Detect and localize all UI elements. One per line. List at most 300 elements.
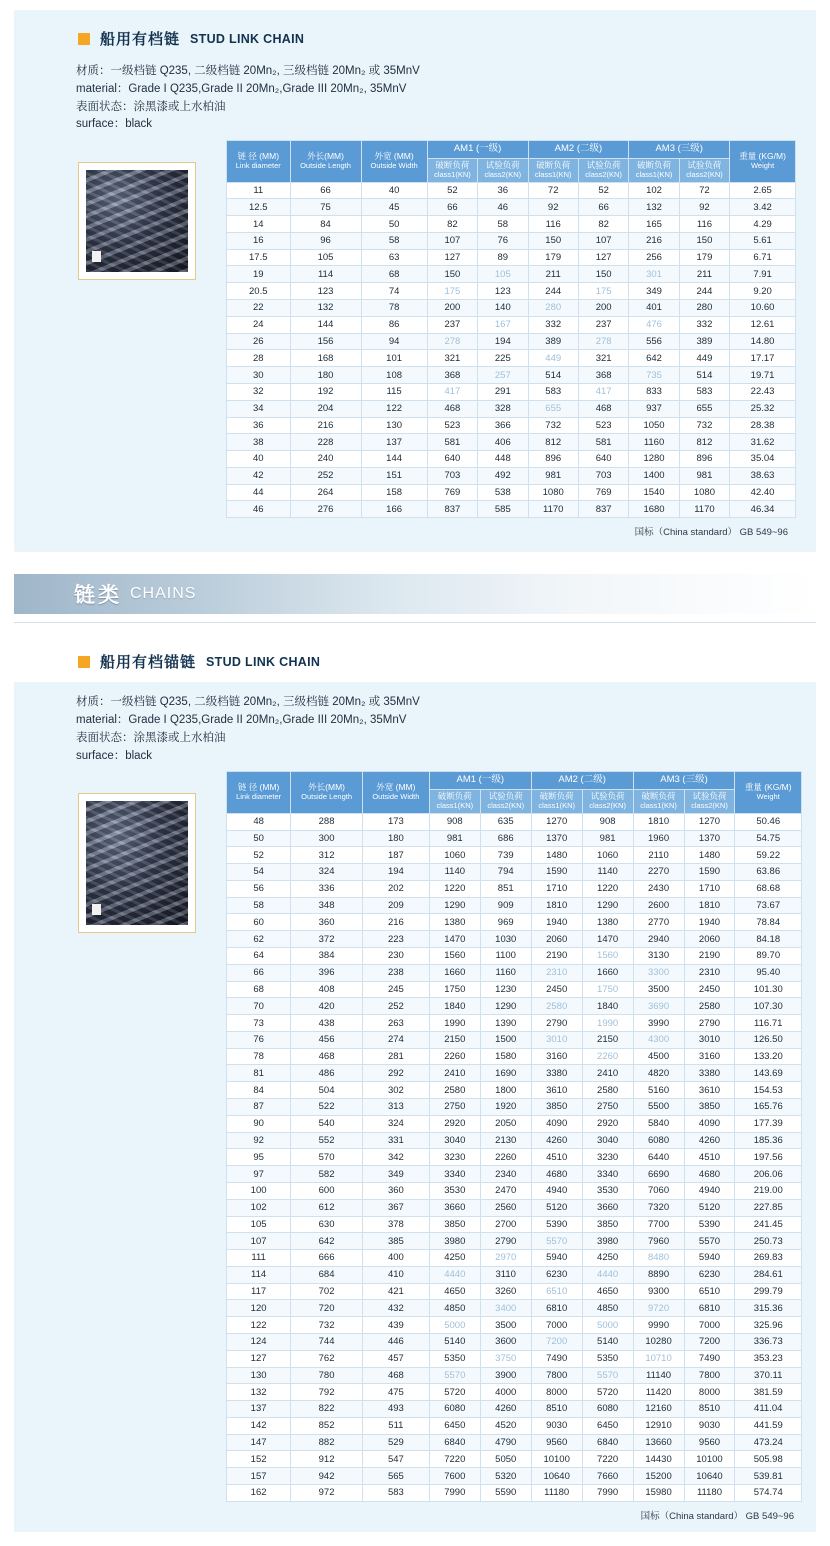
section1-table-wrap	[226, 140, 802, 538]
table-cell: 211	[679, 266, 729, 283]
table-cell: 97	[227, 1166, 291, 1183]
table-cell: 1140	[582, 864, 633, 881]
section2-table-wrap	[226, 771, 816, 1521]
table-cell: 9300	[633, 1283, 684, 1300]
table-cell: 299.79	[735, 1283, 802, 1300]
table-cell: 2560	[480, 1199, 531, 1216]
table-cell: 137	[227, 1401, 291, 1418]
table-cell: 14	[227, 216, 291, 233]
table-cell: 6080	[429, 1401, 480, 1418]
table-cell: 4440	[429, 1266, 480, 1283]
table-cell: 1960	[633, 830, 684, 847]
table-cell: 62	[227, 931, 291, 948]
table-cell: 3010	[684, 1031, 735, 1048]
table-cell: 812	[528, 434, 578, 451]
table-cell: 2270	[633, 864, 684, 881]
table-cell: 1500	[480, 1031, 531, 1048]
spec-table-2-head	[227, 772, 802, 813]
table-cell: 2310	[684, 964, 735, 981]
th-link-diameter: 链 径 (MM) Link diameter	[227, 772, 291, 813]
table-cell: 38.63	[730, 467, 796, 484]
table-cell: 4000	[480, 1384, 531, 1401]
table-cell: 64	[227, 948, 291, 965]
table-cell: 511	[362, 1417, 429, 1434]
table-cell: 381.59	[735, 1384, 802, 1401]
table-cell: 1710	[531, 880, 582, 897]
table-cell: 441.59	[735, 1417, 802, 1434]
table-cell: 630	[291, 1216, 363, 1233]
table-cell: 87	[227, 1099, 291, 1116]
table-cell: 66	[290, 182, 361, 199]
table-cell: 9990	[633, 1317, 684, 1334]
table-cell: 475	[362, 1384, 429, 1401]
table-cell: 12.5	[227, 199, 291, 216]
th-am2-class2: 试验负荷 class2(KN)	[582, 790, 633, 813]
table-row	[227, 232, 796, 249]
table-cell: 642	[291, 1233, 363, 1250]
table-cell: 70	[227, 998, 291, 1015]
table-cell: 468	[427, 400, 477, 417]
th-weight-en: Weight	[750, 160, 775, 170]
table-cell: 123	[290, 283, 361, 300]
table-cell: 202	[362, 880, 429, 897]
table-cell: 50	[361, 216, 427, 233]
table-cell: 101	[361, 350, 427, 367]
table-cell: 486	[291, 1065, 363, 1082]
table-cell: 769	[427, 484, 477, 501]
table-cell: 360	[291, 914, 363, 931]
table-cell: 396	[291, 964, 363, 981]
bullet-square-icon	[78, 33, 90, 45]
table-cell: 385	[362, 1233, 429, 1250]
table-cell: 16	[227, 232, 291, 249]
table-cell: 117	[227, 1283, 291, 1300]
table-cell: 581	[578, 434, 628, 451]
th-am3-class2: 试验负荷 class2(KN)	[684, 790, 735, 813]
table-cell: 257	[478, 367, 528, 384]
table-cell: 114	[227, 1266, 291, 1283]
table-cell: 180	[290, 367, 361, 384]
table-cell: 3600	[480, 1333, 531, 1350]
table-cell: 291	[478, 383, 528, 400]
table-row	[227, 451, 796, 468]
table-cell: 281	[362, 1048, 429, 1065]
table-cell: 263	[362, 1015, 429, 1032]
table-cell: 68	[361, 266, 427, 283]
table-cell: 81	[227, 1065, 291, 1082]
table-cell: 4850	[582, 1300, 633, 1317]
table-cell: 349	[362, 1166, 429, 1183]
table-cell: 2130	[480, 1132, 531, 1149]
table-cell: 1840	[582, 998, 633, 1015]
table-cell: 5720	[429, 1384, 480, 1401]
table-cell: 54.75	[735, 830, 802, 847]
table-cell: 7660	[582, 1468, 633, 1485]
table-cell: 446	[362, 1333, 429, 1350]
table-cell: 331	[362, 1132, 429, 1149]
table-cell: 909	[480, 897, 531, 914]
table-cell: 370.11	[735, 1367, 802, 1384]
table-cell: 167	[478, 316, 528, 333]
table-cell: 3130	[633, 948, 684, 965]
table-cell: 896	[528, 451, 578, 468]
table-cell: 66	[427, 199, 477, 216]
table-cell: 2790	[480, 1233, 531, 1250]
table-cell: 165.76	[735, 1099, 802, 1116]
table-cell: 114	[290, 266, 361, 283]
table-cell: 684	[291, 1266, 363, 1283]
table-cell: 122	[227, 1317, 291, 1334]
th-am1-class2: 试验负荷 class2(KN)	[480, 790, 531, 813]
table-cell: 2970	[480, 1250, 531, 1267]
table-cell: 105	[227, 1216, 291, 1233]
table-cell: 122	[361, 400, 427, 417]
table-cell: 4680	[531, 1166, 582, 1183]
table-cell: 556	[629, 333, 679, 350]
table-cell: 132	[227, 1384, 291, 1401]
table-cell: 852	[291, 1417, 363, 1434]
table-cell: 46.34	[730, 501, 796, 518]
table-cell: 5050	[480, 1451, 531, 1468]
table-cell: 324	[291, 864, 363, 881]
table-cell: 2060	[684, 931, 735, 948]
table-cell: 179	[528, 249, 578, 266]
table-cell: 58	[361, 232, 427, 249]
table-row	[227, 830, 802, 847]
table-cell: 1050	[629, 417, 679, 434]
anchor-chain-photo	[86, 801, 188, 925]
table-cell: 300	[291, 830, 363, 847]
table-cell: 40	[227, 451, 291, 468]
table-cell: 583	[679, 383, 729, 400]
th-group-am1: AM1 (一级)	[429, 772, 531, 790]
table-cell: 187	[362, 847, 429, 864]
table-row	[227, 1417, 802, 1434]
table-cell: 30	[227, 367, 291, 384]
table-cell: 882	[291, 1434, 363, 1451]
table-cell: 6450	[429, 1417, 480, 1434]
table-cell: 3850	[582, 1216, 633, 1233]
table-cell: 2260	[429, 1048, 480, 1065]
table-cell: 4260	[480, 1401, 531, 1418]
table-cell: 981	[528, 467, 578, 484]
table-cell: 216	[629, 232, 679, 249]
table-cell: 438	[291, 1015, 363, 1032]
table-cell: 7490	[531, 1350, 582, 1367]
table-cell: 1270	[684, 813, 735, 830]
table-cell: 10640	[531, 1468, 582, 1485]
table-cell: 59.22	[735, 847, 802, 864]
table-cell: 8000	[684, 1384, 735, 1401]
table-cell: 1280	[629, 451, 679, 468]
table-row	[227, 266, 796, 283]
table-row	[227, 981, 802, 998]
th-am1-class1: 破断负荷 class1(KN)	[429, 790, 480, 813]
table-cell: 5350	[429, 1350, 480, 1367]
table-cell: 744	[291, 1333, 363, 1350]
table-cell: 73	[227, 1015, 291, 1032]
table-cell: 8480	[633, 1250, 684, 1267]
table-cell: 600	[291, 1182, 363, 1199]
table-cell: 5000	[429, 1317, 480, 1334]
table-row	[227, 813, 802, 830]
table-cell: 1370	[684, 830, 735, 847]
table-cell: 206.06	[735, 1166, 802, 1183]
table-row	[227, 1333, 802, 1350]
table-cell: 1290	[429, 897, 480, 914]
table-cell: 4650	[582, 1283, 633, 1300]
table-cell: 972	[291, 1485, 363, 1502]
table-row	[227, 1250, 802, 1267]
table-cell: 1680	[629, 501, 679, 518]
table-cell: 11420	[633, 1384, 684, 1401]
table-cell: 408	[291, 981, 363, 998]
table-cell: 6810	[531, 1300, 582, 1317]
table-cell: 1810	[684, 897, 735, 914]
table-cell: 2580	[531, 998, 582, 1015]
th-am3-class1: 破断负荷 class1(KN)	[633, 790, 684, 813]
table-row	[227, 467, 796, 484]
table-cell: 1990	[582, 1015, 633, 1032]
table-cell: 177.39	[735, 1115, 802, 1132]
table-cell: 5120	[684, 1199, 735, 1216]
table-cell: 908	[429, 813, 480, 830]
table-cell: 7800	[684, 1367, 735, 1384]
table-cell: 42.40	[730, 484, 796, 501]
table-cell: 150	[578, 266, 628, 283]
table-cell: 12.61	[730, 316, 796, 333]
table-cell: 324	[362, 1115, 429, 1132]
table-cell: 432	[362, 1300, 429, 1317]
th-group-am3: AM3 (三级)	[633, 772, 735, 790]
table-cell: 48	[227, 813, 291, 830]
table-cell: 1400	[629, 467, 679, 484]
table-cell: 3610	[531, 1082, 582, 1099]
table-cell: 5590	[480, 1485, 531, 1502]
table-cell: 837	[427, 501, 477, 518]
table-cell: 1990	[429, 1015, 480, 1032]
table-cell: 7000	[684, 1317, 735, 1334]
table-cell: 389	[679, 333, 729, 350]
table-cell: 321	[578, 350, 628, 367]
table-row	[227, 1115, 802, 1132]
table-cell: 86	[361, 316, 427, 333]
table-cell: 3230	[429, 1149, 480, 1166]
th-outside-length-en: Outside Length	[300, 160, 351, 170]
table-cell: 26	[227, 333, 291, 350]
table-cell: 19.71	[730, 367, 796, 384]
table-cell: 76	[227, 1031, 291, 1048]
table-cell: 720	[291, 1300, 363, 1317]
table-cell: 367	[362, 1199, 429, 1216]
table-cell: 411.04	[735, 1401, 802, 1418]
table-cell: 45	[361, 199, 427, 216]
table-cell: 5140	[429, 1333, 480, 1350]
table-cell: 2920	[582, 1115, 633, 1132]
table-cell: 7320	[633, 1199, 684, 1216]
table-cell: 5720	[582, 1384, 633, 1401]
table-cell: 264	[290, 484, 361, 501]
table-cell: 3400	[480, 1300, 531, 1317]
table-row	[227, 199, 796, 216]
table-cell: 10710	[633, 1350, 684, 1367]
table-row	[227, 1367, 802, 1384]
table-cell: 5570	[531, 1233, 582, 1250]
table-cell: 3660	[582, 1199, 633, 1216]
table-cell: 2310	[531, 964, 582, 981]
table-cell: 225	[478, 350, 528, 367]
table-cell: 2410	[429, 1065, 480, 1082]
table-cell: 92	[528, 199, 578, 216]
table-cell: 1540	[629, 484, 679, 501]
table-row	[227, 501, 796, 518]
section1-standard-note: 国标（China standard） GB 549~96	[634, 527, 788, 539]
section1-specs	[28, 59, 802, 140]
table-row	[227, 931, 802, 948]
table-cell: 228	[290, 434, 361, 451]
table-cell: 732	[528, 417, 578, 434]
table-cell: 2920	[429, 1115, 480, 1132]
table-row	[227, 1182, 802, 1199]
table-cell: 192	[290, 383, 361, 400]
table-cell: 10280	[633, 1333, 684, 1350]
table-cell: 1710	[684, 880, 735, 897]
table-cell: 175	[578, 283, 628, 300]
th-am2-class1: 破断负荷 class1(KN)	[531, 790, 582, 813]
table-cell: 3010	[531, 1031, 582, 1048]
table-cell: 1290	[582, 897, 633, 914]
table-cell: 302	[362, 1082, 429, 1099]
table-cell: 439	[362, 1317, 429, 1334]
chain-photo	[86, 170, 188, 272]
table-cell: 165	[629, 216, 679, 233]
table-cell: 19	[227, 266, 291, 283]
table-cell: 68	[227, 981, 291, 998]
table-cell: 3230	[582, 1149, 633, 1166]
section2-title-en: STUD LINK CHAIN	[206, 654, 321, 669]
section-stud-link-chain	[14, 10, 816, 552]
table-cell: 31.62	[730, 434, 796, 451]
table-cell: 108	[361, 367, 427, 384]
section1-title	[28, 22, 802, 59]
table-cell: 95	[227, 1149, 291, 1166]
table-cell: 4300	[633, 1031, 684, 1048]
table-row	[227, 1300, 802, 1317]
table-cell: 63.86	[735, 864, 802, 881]
table-cell: 150	[427, 266, 477, 283]
table-cell: 378	[362, 1216, 429, 1233]
table-cell: 250.73	[735, 1233, 802, 1250]
table-cell: 6690	[633, 1166, 684, 1183]
section1-title-en: STUD LINK CHAIN	[190, 31, 305, 46]
table-cell: 12160	[633, 1401, 684, 1418]
table-cell: 4440	[582, 1266, 633, 1283]
table-row	[227, 484, 796, 501]
table-cell: 288	[291, 813, 363, 830]
table-cell: 2190	[531, 948, 582, 965]
table-cell: 3900	[480, 1367, 531, 1384]
table-cell: 2470	[480, 1182, 531, 1199]
table-row	[227, 434, 796, 451]
table-cell: 5390	[531, 1216, 582, 1233]
table-cell: 640	[578, 451, 628, 468]
table-cell: 11	[227, 182, 291, 199]
table-cell: 703	[427, 467, 477, 484]
table-cell: 4250	[429, 1250, 480, 1267]
table-cell: 4650	[429, 1283, 480, 1300]
table-cell: 332	[528, 316, 578, 333]
table-cell: 325.96	[735, 1317, 802, 1334]
table-cell: 84	[227, 1082, 291, 1099]
table-cell: 126.50	[735, 1031, 802, 1048]
table-cell: 686	[480, 830, 531, 847]
table-cell: 269.83	[735, 1250, 802, 1267]
table-cell: 5940	[684, 1250, 735, 1267]
table-row	[227, 1082, 802, 1099]
table-cell: 52	[427, 182, 477, 199]
table-cell: 116	[528, 216, 578, 233]
table-row	[227, 914, 802, 931]
table-cell: 328	[478, 400, 528, 417]
table-cell: 132	[629, 199, 679, 216]
table-row	[227, 350, 796, 367]
table-cell: 7700	[633, 1216, 684, 1233]
table-cell: 204	[290, 400, 361, 417]
table-cell: 1030	[480, 931, 531, 948]
table-cell: 68.68	[735, 880, 802, 897]
table-cell: 585	[478, 501, 528, 518]
table-cell: 143.69	[735, 1065, 802, 1082]
table-cell: 342	[362, 1149, 429, 1166]
table-cell: 1290	[480, 998, 531, 1015]
table-cell: 4090	[684, 1115, 735, 1132]
table-cell: 7990	[429, 1485, 480, 1502]
table-cell: 230	[362, 948, 429, 965]
table-cell: 1590	[684, 864, 735, 881]
table-cell: 168	[290, 350, 361, 367]
table-cell: 42	[227, 467, 291, 484]
table-cell: 1480	[531, 847, 582, 864]
table-cell: 5570	[429, 1367, 480, 1384]
table-cell: 9560	[684, 1434, 735, 1451]
table-cell: 5570	[582, 1367, 633, 1384]
section1-content	[28, 140, 802, 538]
table-cell: 9560	[531, 1434, 582, 1451]
table-cell: 240	[290, 451, 361, 468]
table-cell: 7600	[429, 1468, 480, 1485]
th-link-diameter-en: Link diameter	[235, 160, 281, 170]
table-cell: 547	[362, 1451, 429, 1468]
table-cell: 6440	[633, 1149, 684, 1166]
table-cell: 981	[679, 467, 729, 484]
table-cell: 739	[480, 847, 531, 864]
table-row	[227, 1048, 802, 1065]
table-cell: 7220	[429, 1451, 480, 1468]
table-cell: 1170	[528, 501, 578, 518]
table-cell: 10100	[684, 1451, 735, 1468]
table-row	[227, 1199, 802, 1216]
table-cell: 127	[427, 249, 477, 266]
table-cell: 194	[478, 333, 528, 350]
table-cell: 84	[290, 216, 361, 233]
table-cell: 82	[578, 216, 628, 233]
table-cell: 36	[227, 417, 291, 434]
table-cell: 4790	[480, 1434, 531, 1451]
th-link-diameter	[227, 141, 291, 182]
table-cell: 2600	[633, 897, 684, 914]
table-cell: 837	[578, 501, 628, 518]
table-cell: 2110	[633, 847, 684, 864]
